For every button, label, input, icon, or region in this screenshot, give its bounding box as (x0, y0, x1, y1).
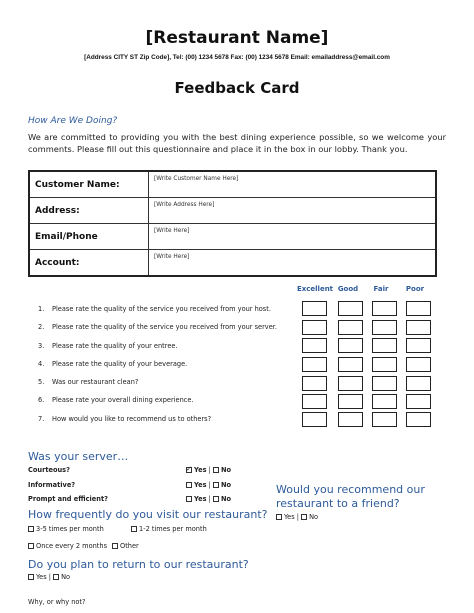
no-label: No (221, 466, 232, 474)
rating-box-fair[interactable] (372, 320, 397, 335)
customer-name-label: Customer Name: (29, 171, 149, 198)
question-number: 2. (38, 323, 45, 331)
question-row (38, 378, 138, 386)
rating-box-excellent[interactable] (302, 394, 327, 409)
question-row (38, 305, 271, 313)
question-number: 4. (38, 360, 45, 368)
informative-options: Yes | No (186, 481, 231, 489)
email-phone-field[interactable]: [Write Here] (149, 224, 437, 250)
recommend-no-checkbox[interactable] (301, 514, 307, 520)
return-no-checkbox[interactable] (53, 574, 59, 580)
rating-box-poor[interactable] (406, 412, 431, 427)
rating-box-good[interactable] (338, 394, 363, 409)
freq-3-5-checkbox[interactable] (28, 526, 34, 532)
rating-box-good[interactable] (338, 376, 363, 391)
address-field[interactable]: [Write Address Here] (149, 198, 437, 224)
rating-box-good[interactable] (338, 301, 363, 316)
rating-box-fair[interactable] (372, 394, 397, 409)
why-label: Why, or why not? (28, 598, 86, 606)
frequency-option (28, 542, 107, 550)
no-label: No (309, 513, 319, 521)
question-number: 3. (38, 342, 45, 350)
question-row (38, 342, 178, 350)
courteous-options: ✓ Yes | No (186, 466, 231, 474)
question-text: Please rate the quality of your entree. (52, 342, 178, 350)
question-text: Please rate the quality of the service you received from your server. (52, 323, 277, 331)
recommend-options: Yes | No (276, 513, 318, 521)
customer-name-field[interactable]: [Write Customer Name Here] (149, 171, 437, 198)
prompt-yes-checkbox[interactable] (186, 496, 192, 502)
informative-label: Informative? (28, 481, 76, 489)
freq-option-label: Other (120, 542, 139, 550)
account-field[interactable]: [Write Here] (149, 250, 437, 277)
server-heading: Was your server… (28, 450, 129, 463)
question-row (38, 415, 211, 423)
address-label: Address: (29, 198, 149, 224)
rating-box-excellent[interactable] (302, 357, 327, 372)
intro-paragraph: We are committed to providing you with the best dining experience possible, so we welcome your comments. Please fill out this questionnaire and place it in the box in our lobby. Thank you. (28, 132, 446, 154)
frequency-option (112, 542, 139, 550)
freq-once-checkbox[interactable] (28, 543, 34, 549)
account-label: Account: (29, 250, 149, 277)
recommend-yes-checkbox[interactable] (276, 514, 282, 520)
freq-other-checkbox[interactable] (112, 543, 118, 549)
question-row (38, 396, 194, 404)
email-phone-label: Email/Phone (29, 224, 149, 250)
email-phone-row (29, 224, 436, 250)
no-label: No (221, 481, 232, 489)
rating-box-fair[interactable] (372, 301, 397, 316)
return-yes-checkbox[interactable] (28, 574, 34, 580)
rating-header-fair: Fair (373, 285, 389, 293)
rating-box-excellent[interactable] (302, 376, 327, 391)
question-number: 7. (38, 415, 45, 423)
informative-yes-checkbox[interactable] (186, 482, 192, 488)
rating-box-excellent[interactable] (302, 320, 327, 335)
frequency-heading: How frequently do you visit our restaurant? (28, 508, 268, 521)
question-text: Please rate the quality of the service you received from your host. (52, 305, 271, 313)
frequency-option (131, 525, 207, 533)
question-row (38, 360, 187, 368)
question-number: 1. (38, 305, 45, 313)
recommend-heading: Would you recommend our restaurant to a friend? (276, 483, 425, 510)
courteous-yes-checkbox[interactable] (186, 467, 192, 473)
feedback-card-title: Feedback Card (174, 79, 300, 97)
rating-header-poor: Poor (405, 285, 425, 293)
yes-label: Yes (36, 573, 47, 581)
return-heading: Do you plan to return to our restaurant? (28, 558, 249, 571)
yes-label: Yes (194, 481, 207, 489)
freq-option-label: 3-5 times per month (36, 525, 104, 533)
no-label: No (61, 573, 71, 581)
rating-box-fair[interactable] (372, 412, 397, 427)
return-options: Yes | No (28, 573, 70, 581)
rating-header-excellent: Excellent (296, 285, 334, 293)
rating-box-good[interactable] (338, 412, 363, 427)
rating-box-fair[interactable] (372, 338, 397, 353)
how-are-we-doing-heading: How Are We Doing? (28, 116, 118, 126)
rating-box-poor[interactable] (406, 394, 431, 409)
rating-box-poor[interactable] (406, 320, 431, 335)
informative-no-checkbox[interactable] (213, 482, 219, 488)
customer-name-row (29, 171, 436, 198)
rating-header-good: Good (337, 285, 359, 293)
rating-box-excellent[interactable] (302, 338, 327, 353)
freq-option-label: 1-2 times per month (139, 525, 207, 533)
address-contact-line: [Address CITY ST Zip Code], Tel: (00) 1234 5678 Fax: (00) 1234 5678 Email: emailaddress@email.com (84, 54, 390, 61)
customer-info-table (28, 170, 437, 277)
yes-label: Yes (194, 466, 207, 474)
rating-box-fair[interactable] (372, 376, 397, 391)
rating-box-good[interactable] (338, 338, 363, 353)
question-text: How would you like to recommend us to others? (52, 415, 212, 423)
prompt-options: Yes | No (186, 495, 231, 503)
freq-1-2-checkbox[interactable] (131, 526, 137, 532)
rating-box-poor[interactable] (406, 357, 431, 372)
rating-box-poor[interactable] (406, 338, 431, 353)
frequency-option (28, 525, 104, 533)
yes-label: Yes (284, 513, 295, 521)
rating-box-excellent[interactable] (302, 412, 327, 427)
prompt-label: Prompt and efficient? (28, 495, 108, 503)
rating-box-poor[interactable] (406, 376, 431, 391)
courteous-no-checkbox[interactable] (213, 467, 219, 473)
yes-label: Yes (194, 495, 207, 503)
question-row (38, 323, 277, 331)
rating-box-excellent[interactable] (302, 301, 327, 316)
question-text: Please rate the quality of your beverage. (52, 360, 188, 368)
rating-box-good[interactable] (338, 357, 363, 372)
question-text: Was our restaurant clean? (52, 378, 139, 386)
rating-box-fair[interactable] (372, 357, 397, 372)
account-row (29, 250, 436, 277)
question-number: 6. (38, 396, 45, 404)
restaurant-name-title: [Restaurant Name] (145, 28, 329, 48)
question-text: Please rate your overall dining experience. (52, 396, 194, 404)
address-row (29, 198, 436, 224)
courteous-label: Courteous? (28, 466, 70, 474)
rating-box-good[interactable] (338, 320, 363, 335)
freq-option-label: Once every 2 months (36, 542, 107, 550)
no-label: No (221, 495, 232, 503)
prompt-no-checkbox[interactable] (213, 496, 219, 502)
rating-box-poor[interactable] (406, 301, 431, 316)
question-number: 5. (38, 378, 45, 386)
